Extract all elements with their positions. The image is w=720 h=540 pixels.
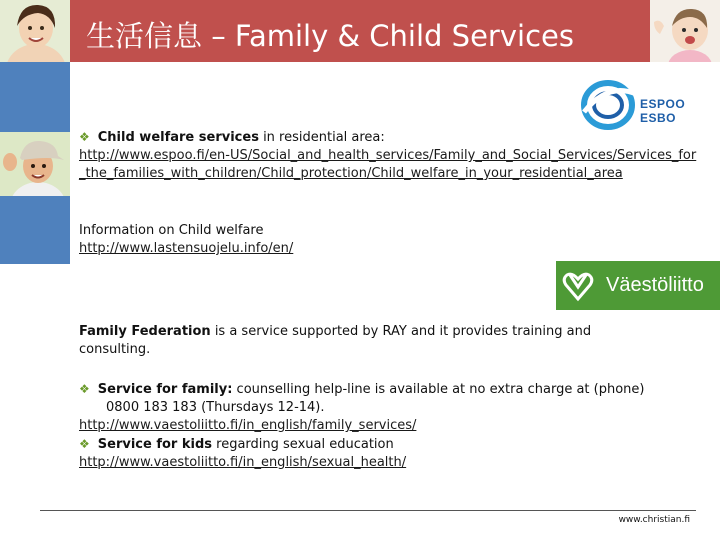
blue-accent-strip-lower: [0, 196, 70, 264]
child-photo-baby: [650, 0, 720, 62]
family-federation-text: is a service supported by RAY and it provides training and consulting.: [79, 324, 592, 357]
child-welfare-link[interactable]: http://www.espoo.fi/en-US/Social_and_health_services/Family_and_Social_Services/Services_for_the_families_with_children/Child_protection/Child_welfare_in_your_residential_area: [79, 148, 697, 181]
footer-url: www.christian.fi: [618, 515, 690, 525]
sexual-health-link[interactable]: http://www.vaestoliitto.fi/in_english/sexual_health/: [79, 455, 407, 470]
vaestoliitto-wordmark: Väestöliitto: [606, 274, 704, 296]
page-title: 生活信息 – Family & Child Services: [86, 19, 574, 53]
service-family-text: counselling help-line is available at no extra charge at (phone) 0800 183 183 (Thursdays 12-14).: [106, 382, 645, 415]
child-photo-boy: [0, 132, 70, 196]
family-federation-block: [79, 323, 659, 359]
service-family-heading: Service for family:: [97, 382, 233, 397]
child-welfare-block: [79, 128, 699, 183]
diamond-bullet-icon: ❖: [79, 130, 90, 144]
lastensuojelu-link[interactable]: http://www.lastensuojelu.info/en/: [79, 241, 294, 256]
heart-emblem-icon: [556, 261, 600, 310]
child-welfare-text: in residential area:: [258, 130, 385, 145]
espoo-logo-line1: ESPOO: [640, 97, 686, 111]
child-welfare-info-label: Information on Child welfare: [79, 223, 264, 238]
blue-accent-strip: [0, 62, 70, 132]
espoo-logo-line2: ESBO: [640, 111, 677, 125]
child-welfare-heading: Child welfare services: [97, 130, 259, 145]
service-kids-text: regarding sexual education: [212, 437, 394, 452]
vaestoliitto-logo: [556, 261, 720, 310]
diamond-bullet-icon: ❖: [79, 382, 90, 396]
service-kids-heading: Service for kids: [97, 437, 213, 452]
footer-divider: [40, 510, 696, 511]
child-welfare-info-block: [79, 222, 679, 258]
family-services-link[interactable]: http://www.vaestoliitto.fi/in_english/family_services/: [79, 418, 417, 433]
child-photo-girl: [0, 0, 70, 62]
diamond-bullet-icon: ❖: [79, 437, 90, 451]
family-federation-heading: Family Federation: [79, 324, 211, 339]
service-family-block: [79, 380, 679, 472]
